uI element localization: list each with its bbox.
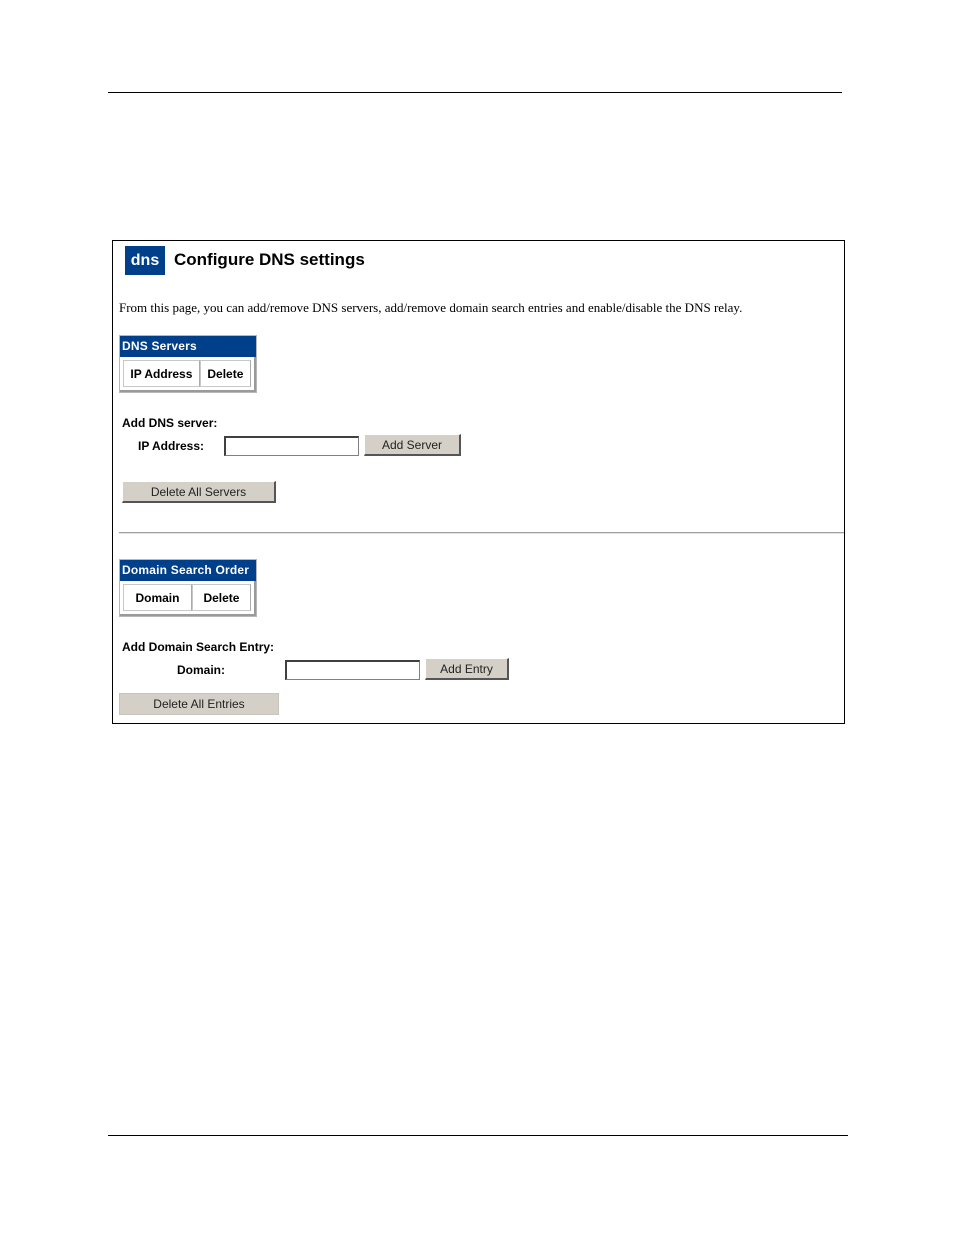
domain-search-table — [119, 559, 257, 617]
intro-text: From this page, you can add/remove DNS servers, add/remove domain search entries and enable/disable the DNS relay. — [119, 300, 743, 315]
column-delete: Delete — [192, 584, 251, 611]
column-domain: Domain — [123, 584, 192, 611]
domain-search-table-title: Domain Search Order — [120, 560, 256, 581]
delete-all-entries-button[interactable]: Delete All Entries — [119, 693, 279, 715]
footer-rule — [108, 1135, 848, 1136]
dns-logo: dns — [125, 246, 165, 275]
domain-label: Domain: — [177, 663, 225, 677]
domain-input[interactable] — [285, 660, 420, 680]
dns-servers-table-title: DNS Servers — [120, 336, 256, 357]
ip-address-label: IP Address: — [138, 439, 205, 453]
dns-servers-table — [119, 335, 257, 393]
section-divider — [119, 532, 844, 534]
column-ip-address: IP Address — [123, 360, 200, 387]
add-dns-server-heading: Add DNS server: — [122, 416, 218, 430]
delete-all-servers-button[interactable]: Delete All Servers — [122, 481, 276, 503]
dns-settings-panel — [112, 240, 845, 724]
add-domain-search-heading: Add Domain Search Entry: — [122, 640, 275, 654]
domain-search-header-row — [120, 581, 256, 616]
page-title: Configure DNS settings — [174, 250, 365, 269]
add-entry-button[interactable]: Add Entry — [425, 658, 509, 680]
add-server-button[interactable]: Add Server — [364, 434, 461, 456]
dns-servers-header-row — [120, 357, 256, 392]
ip-address-input[interactable] — [224, 436, 359, 456]
column-delete: Delete — [200, 360, 251, 387]
header-rule — [108, 92, 842, 93]
